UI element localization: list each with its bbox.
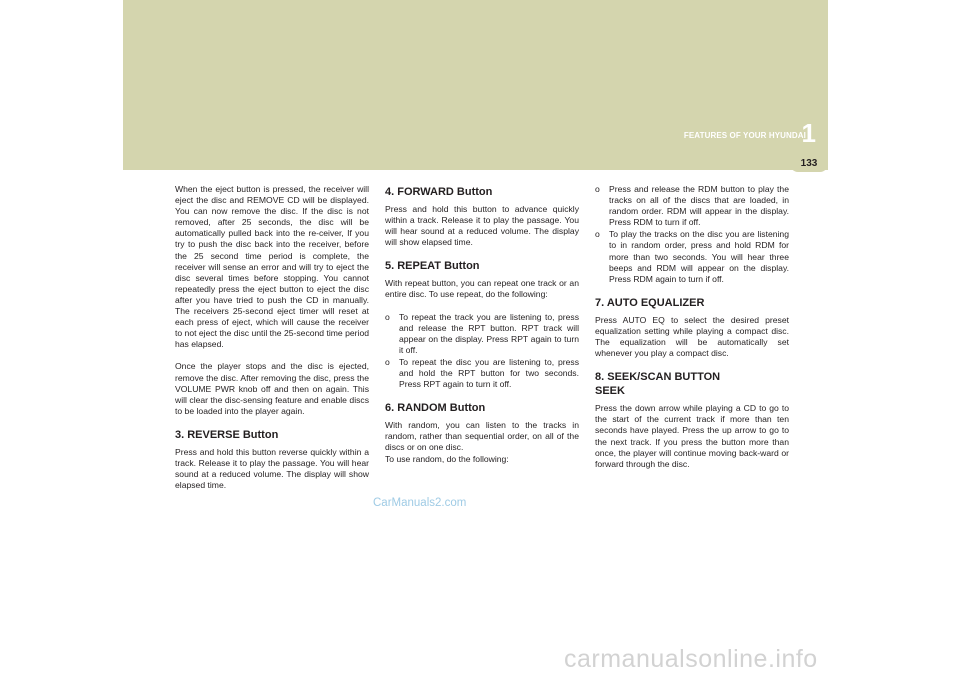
reverse-button-paragraph: Press and hold this button reverse quickly within a track. Release it to play the passage. You will hear sound at a reduced volume. The display will show elapsed time. bbox=[175, 446, 369, 491]
repeat-button-paragraph: With repeat button, you can repeat one track or an entire disc. To use repeat, do the following: bbox=[385, 278, 579, 300]
bullet-text: To repeat the disc you are listening to, press and hold the RPT button for two seconds. Press RPT again to turn it off. bbox=[399, 356, 579, 390]
chapter-number: 1 bbox=[801, 118, 816, 148]
bullet-marker: o bbox=[385, 311, 390, 322]
random-button-paragraph: With random, you can listen to the tracks in random, rather than sequential order, on all of the discs or on one disc. bbox=[385, 420, 579, 453]
bullet-marker: o bbox=[385, 356, 390, 367]
list-item bbox=[595, 229, 789, 284]
repeat-bullet-list bbox=[385, 312, 579, 391]
bullet-marker: o bbox=[595, 184, 600, 194]
page-number-tab bbox=[790, 152, 828, 172]
header-band bbox=[123, 0, 828, 170]
bullet-text: To play the tracks on the disc you are listening to in random order, press and hold RDM for more than two seconds. You will hear three beeps and RDM will appear on the display. Press RDM again to turn if off. bbox=[609, 229, 789, 284]
eject-paragraph: When the eject button is pressed, the receiver will eject the disc and REMOVE CD will be displayed. You can now remove the disc. If the disc is not removed, after 25 seconds, the disc will be automatically pulled back into the re-ceiver, If you try to push the disc back into the receiver, before the 25 second time period is complete, the receiver will sense an error and will try to eject the disc several times before stopping. You cannot repeatedly press the eject button to eject the disc after you have tried to push the CD in manually. The receivers 25-second eject timer will reset at each press of eject, which will cause the receiver to not eject the disc until the 25-second time period has elapsed. bbox=[175, 184, 369, 350]
list-item bbox=[385, 312, 579, 356]
auto-equalizer-paragraph: Press AUTO EQ to select the desired preset equalization setting while playing a compact disc. The equalization will be automatically set whenever you play a compact disc. bbox=[595, 314, 789, 359]
footer-watermark: carmanualsonline.info bbox=[564, 645, 818, 673]
text-column-1 bbox=[175, 184, 369, 502]
text-column-3 bbox=[595, 184, 789, 481]
forward-button-heading: 4. FORWARD Button bbox=[385, 186, 493, 198]
seek-scan-heading: 8. SEEK/SCAN BUTTON bbox=[595, 371, 721, 384]
text-column-2 bbox=[385, 184, 579, 476]
page-number: 133 bbox=[800, 158, 818, 169]
bullet-text: To repeat the track you are listening to, press and release the RPT button. RPT track will appear on the display. Press RPT again to turn it off. bbox=[399, 311, 579, 355]
reverse-button-heading: 3. REVERSE Button bbox=[175, 428, 279, 441]
bullet-text: Press and release the RDM button to play the tracks on all of the discs that are loaded, in random order. RDM will appear in the display. Press RDM to turn if off. bbox=[609, 184, 789, 228]
list-item bbox=[595, 184, 789, 228]
random-bullet-list bbox=[595, 184, 789, 285]
section-title: FEATURES OF YOUR HYUNDAI bbox=[683, 131, 806, 140]
repeat-button-heading: 5. REPEAT Button bbox=[385, 260, 480, 273]
bullet-marker: o bbox=[595, 229, 600, 240]
random-button-heading: 6. RANDOM Button bbox=[385, 402, 486, 415]
auto-equalizer-heading: 7. AUTO EQUALIZER bbox=[595, 296, 705, 309]
seek-paragraph: Press the down arrow while playing a CD to go to the start of the current track if more than ten seconds have played. Press the up arrow to go to the next track. If you press the button more than once, the player will continue moving back-ward or forward through the disc. bbox=[595, 403, 789, 469]
after-eject-paragraph: Once the player stops and the disc is ejected, remove the disc. After removing the disc, press the VOLUME PWR knob off and then on again. This will clear the disc-sensing feature and enable discs to be loaded into the player again. bbox=[175, 361, 369, 416]
carmanuals-watermark: CarManuals2.com bbox=[373, 497, 467, 509]
random-instructions-paragraph: To use random, do the following: bbox=[385, 453, 509, 464]
forward-button-paragraph: Press and hold this button to advance quickly within a track. Release it to play the passage. You will hear sound at a reduced volume. The display will show elapsed time. bbox=[385, 204, 579, 248]
seek-subheading: SEEK bbox=[595, 385, 625, 398]
list-item bbox=[385, 357, 579, 390]
